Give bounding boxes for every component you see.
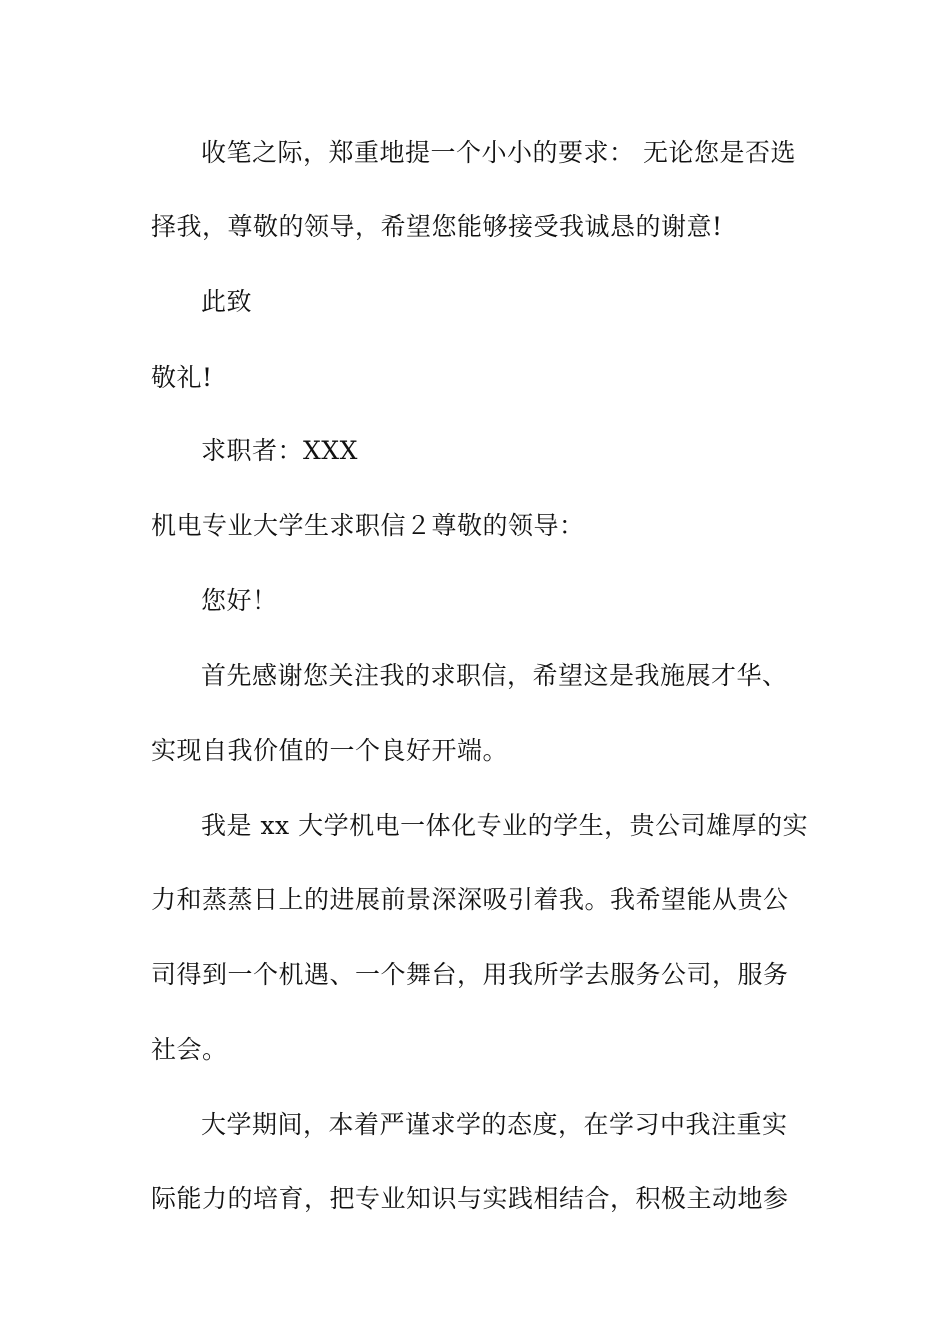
paragraph-university-line-1: 大学期间，本着严谨求学的态度，在学习中我注重实 (201, 1110, 788, 1139)
salutation-jingli: 敬礼! (151, 363, 213, 392)
paragraph-university-line-2: 际能力的培育，把专业知识与实践相结合，积极主动地参 (151, 1184, 789, 1213)
paragraph-intro-line-1: 我是 xx 大学机电一体化专业的学生，贵公司雄厚的实 (201, 811, 809, 840)
paragraph-thanks-line-1: 首先感谢您关注我的求职信，希望这是我施展才华、 (201, 661, 788, 690)
paragraph-closing-request-line-1: 收笔之际，郑重地提一个小小的要求： 无论您是否选 (201, 138, 796, 167)
paragraph-intro-line-2: 力和蒸蒸日上的进展前景深深吸引着我。我希望能从贵公 (151, 885, 789, 914)
letter-2-title-and-greeting: 机电专业大学生求职信２尊敬的领导： (151, 511, 585, 540)
paragraph-closing-request-line-2: 择我，尊敬的领导，希望您能够接受我诚恳的谢意! (151, 212, 723, 241)
paragraph-intro-line-4: 社会。 (151, 1035, 228, 1064)
paragraph-intro-line-3: 司得到一个机遇、一个舞台，用我所学去服务公司，服务 (151, 960, 789, 989)
signature-applicant: 求职者：XXX (201, 436, 358, 465)
salutation-cizhi: 此致 (201, 287, 253, 316)
paragraph-thanks-line-2: 实现自我价值的一个良好开端。 (151, 736, 509, 765)
greeting-hello: 您好！ (201, 586, 278, 615)
